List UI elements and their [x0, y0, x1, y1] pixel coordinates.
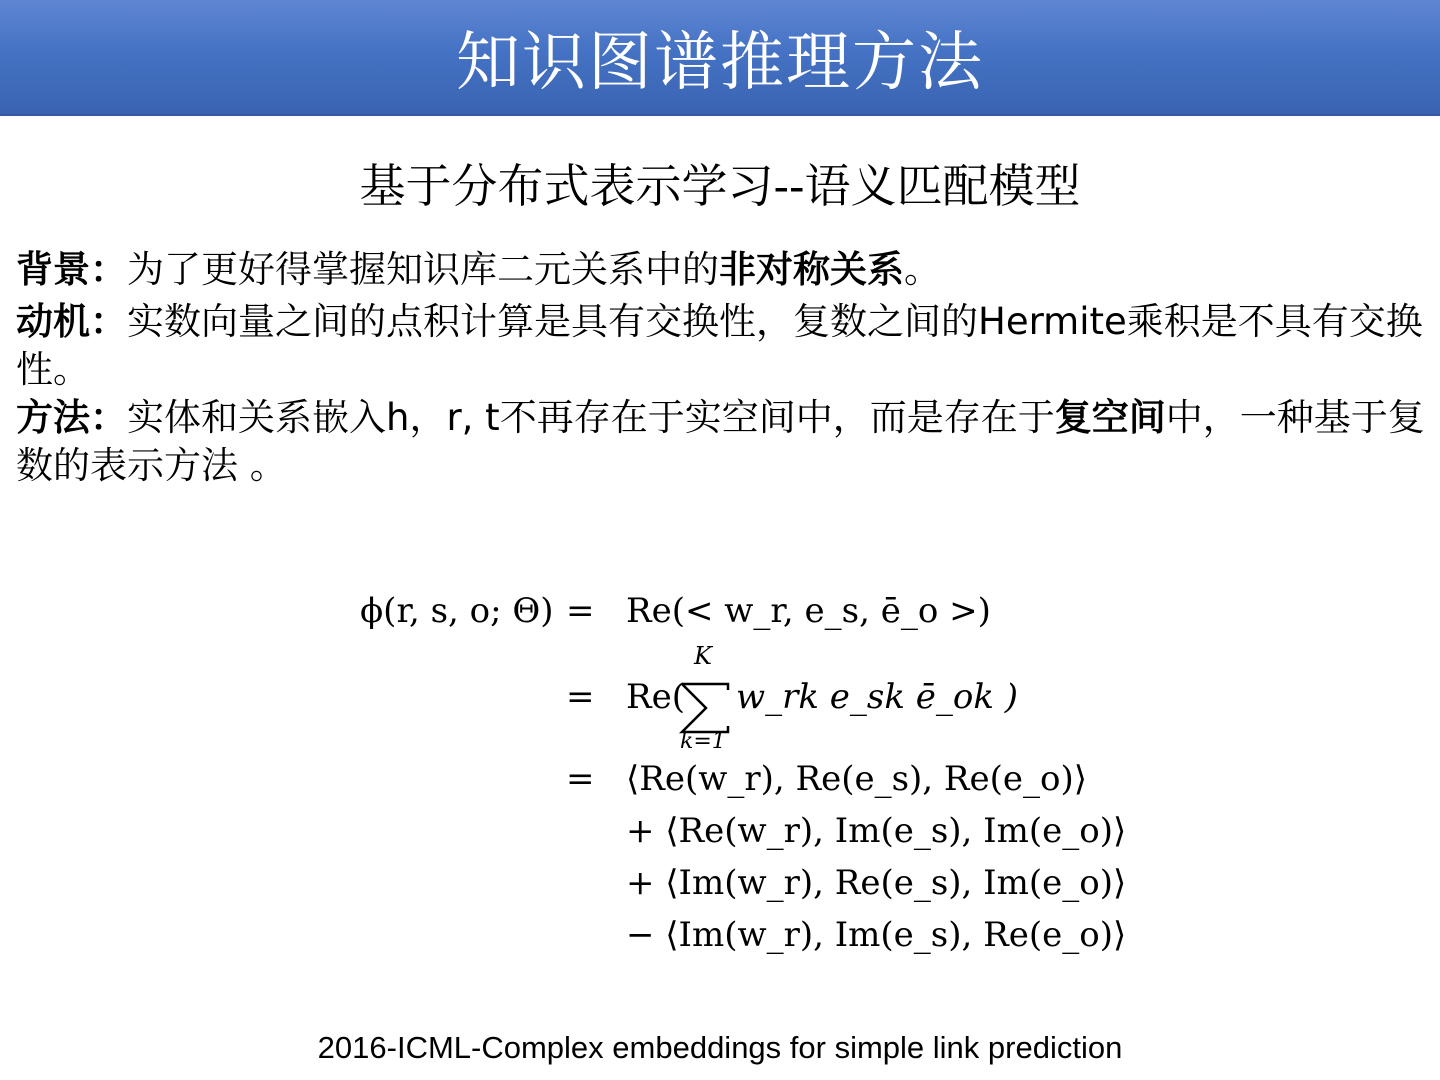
method-text-end: 中，一种基于复数的表示方法 。 — [16, 396, 1425, 487]
formula-line-1: Re(< w_r, e_s, ē_o >) — [626, 591, 991, 631]
motivation-text: 实数向量之间的点积计算是具有交换性，复数之间的Hermite乘积是不具有交换性。 — [16, 300, 1423, 391]
paper-citation: 2016-ICML-Complex embeddings for simple link prediction — [317, 1030, 1123, 1065]
background-text: 为了更好得掌握知识库二元关系中的 — [127, 248, 719, 291]
summation-sigma-icon — [682, 684, 728, 732]
background-label: 背景： — [16, 248, 127, 291]
slide-subtitle: 基于分布式表示学习--语义匹配模型 — [359, 159, 1081, 213]
complex-scoring-formula — [0, 560, 1440, 980]
formula-sum-lower: k=1 — [680, 729, 726, 754]
method-label: 方法： — [16, 396, 127, 439]
motivation-label: 动机： — [16, 300, 127, 343]
formula-line-2-prefix: Re( — [626, 677, 685, 717]
formula-line-5: + ⟨Im(w_r), Re(e_s), Im(e_o)⟩ — [626, 863, 1127, 903]
method-paragraph — [16, 394, 1426, 490]
motivation-paragraph — [16, 298, 1426, 394]
formula-line-3: ⟨Re(w_r), Re(e_s), Re(e_o)⟩ — [626, 759, 1088, 799]
method-text: 实体和关系嵌入h，r, t不再存在于实空间中，而是存在于 — [127, 396, 1055, 439]
slide-title: 知识图谱推理方法 — [456, 26, 984, 100]
formula-eq-1: = — [566, 591, 595, 631]
background-text-end: 。 — [904, 248, 941, 291]
formula-eq-3: = — [566, 759, 595, 799]
formula-sum-upper: K — [694, 642, 712, 670]
formula-eq-2: = — [566, 677, 595, 717]
formula-line-4: + ⟨Re(w_r), Im(e_s), Im(e_o)⟩ — [626, 811, 1127, 851]
slide-title-bar — [0, 0, 1440, 116]
background-paragraph — [16, 246, 1426, 294]
method-emphasis: 复空间 — [1054, 396, 1166, 439]
formula-line-2-body: w_rk e_sk ē_ok ) — [736, 677, 1019, 717]
formula-line-6: − ⟨Im(w_r), Im(e_s), Re(e_o)⟩ — [626, 915, 1127, 955]
formula-lhs: ϕ(r, s, o; Θ) — [360, 591, 554, 631]
background-emphasis: 非对称关系 — [719, 248, 904, 291]
